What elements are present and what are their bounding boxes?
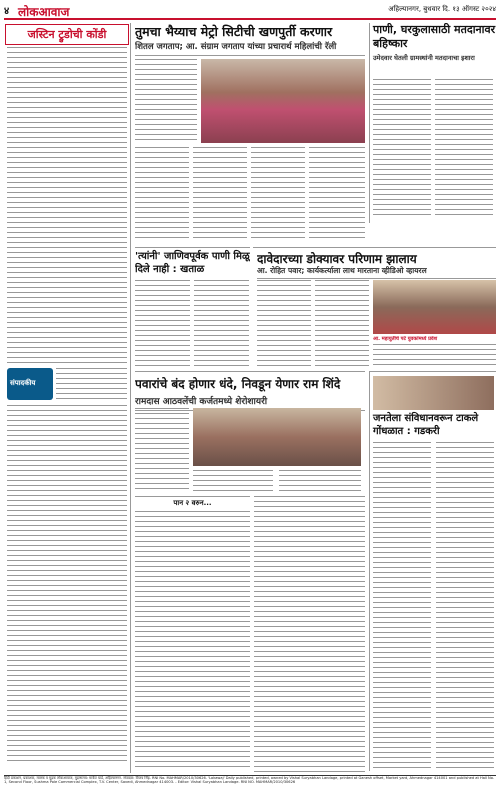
page-number: ४: [4, 6, 10, 17]
gadkari-article: [369, 371, 496, 771]
davedar-subtitle: आ. रोहित पवार; कार्यकर्त्याला लाथ मारताना व्हीडिओ व्हायरल: [257, 266, 496, 279]
editorial-badge: संपादकीय: [7, 368, 53, 400]
editorial-body: [7, 47, 127, 363]
khatal-article: [135, 247, 250, 367]
davedar-photo-caption: आ. महायुतीचे पर्ट युवकांमध्ये प्रवेश: [373, 336, 438, 342]
gadkari-photo: [373, 376, 494, 410]
newspaper-logo: लोकआवाज: [18, 5, 70, 19]
shinde-subtitle: रामदास आठवलेंची कर्जतमध्ये शेरोशायरी: [135, 394, 365, 411]
metro-article: [135, 23, 365, 243]
water-subtitle: उमेदवार घेतली ग्रामस्थांनी मतदानाचा इशारा: [373, 54, 475, 62]
continued-title: पान २ वरुन...: [173, 499, 212, 507]
davedar-article: [253, 247, 496, 367]
footer-imprint: हिंदी प्रकाशन, प्रकाशक, मालक व मुद्रक लोकआवाज, मुद्रणालय: मार्केट यार्ड, अहिल्यानगर. संपादक: विजय सिंह. RNI No. MAHMAR/2010/30626. 'Lokawaj' Daily published, printed, owned by Vishal Suryabhan Landage, printed at Ganesh offset, Market yard, Ahmednagar 414001 and published at Hall No. 1, Second Floor, Sushma Pole Commercial Complex, T.V. Center, Savedi, Ahmednagar 414003. - Editor: Vishal Suryabhan Landage. RNI NO. MAHMAR/2010/30626: [4, 775, 496, 793]
davedar-photo: [373, 280, 496, 334]
date-line: अहिल्यानगर, बुधवार दि. १३ ऑगस्ट २०२४: [388, 5, 496, 13]
gadkari-title: जनतेला संविधानवरून टाकले गोंधळात : गडकरी: [373, 413, 479, 437]
shinde-photo: [193, 408, 361, 466]
editorial-title: जस्टिन ट्रुडोची कोंडी: [5, 24, 129, 45]
continued-column: [135, 496, 250, 773]
metro-photo: [201, 59, 365, 143]
editorial-article: [4, 23, 131, 773]
davedar-title: दावेदारच्या डोक्यावर परिणाम झालाय: [257, 252, 417, 266]
khatal-title: 'त्यांनी' जाणिवपूर्वक पाणी मिळू दिले नाही : खताळ: [135, 251, 250, 275]
metro-subtitle: शितल जगताप; आ. संग्राम जगताप यांच्या प्रचारार्थ महिलांची रॅली: [135, 41, 365, 56]
masthead: [4, 3, 496, 20]
metro-title: तुमचा भैय्याच मेट्रो सिटीची खणपुर्ती करणार: [135, 24, 333, 39]
water-title: पाणी, घरकुलासाठी मतदानावर बहिष्कार: [373, 23, 496, 50]
shinde-title: पवारांचे बंद होणार धंदे, निवडून येणार राम शिंदे: [135, 377, 341, 391]
water-boycott-article: [369, 23, 496, 223]
